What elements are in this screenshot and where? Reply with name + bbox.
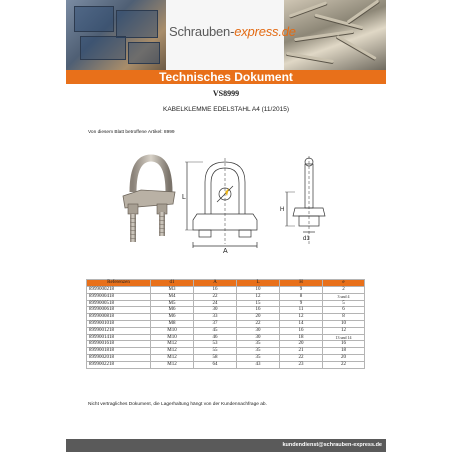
table-cell: 37 (194, 320, 237, 327)
table-cell: 11 (280, 307, 323, 314)
table-row (87, 287, 365, 294)
brand-accent: express.de (234, 24, 296, 39)
table-row (87, 334, 365, 341)
table-row (87, 300, 365, 307)
table-cell: 24 (194, 300, 237, 307)
table-cell: 30 (237, 327, 280, 334)
table-cell: 9 (280, 287, 323, 294)
header-cell: e (323, 280, 365, 287)
table-cell: M5 (151, 300, 194, 307)
table-cell: 12 (237, 293, 280, 300)
table-row (87, 341, 365, 348)
table-cell: M8 (151, 320, 194, 327)
table-row (87, 307, 365, 314)
header-cell: Referenzen (87, 280, 151, 287)
table-cell: M10 (151, 327, 194, 334)
table-cell: 8999001418 (87, 334, 151, 341)
table-row (87, 361, 365, 368)
label-d1: d1 (303, 236, 310, 242)
table-cell: 8999000218 (87, 287, 151, 294)
table-cell: 45 (194, 327, 237, 334)
table-cell: 10 (323, 320, 365, 327)
table-cell: 8999000618 (87, 307, 151, 314)
table-cell: 6 (323, 307, 365, 314)
table-cell: M12 (151, 354, 194, 361)
table-cell: 8999002018 (87, 354, 151, 361)
table-cell: 23 (280, 361, 323, 368)
brand-logo[interactable] (169, 24, 296, 39)
table-cell: 16 (237, 307, 280, 314)
product-photo (117, 152, 179, 248)
document-subtitle: KABELKLEMME EDELSTAHL A4 (11/2015) (163, 106, 289, 113)
tools-photo (66, 0, 166, 70)
table-cell: 21 (280, 348, 323, 355)
label-l: L (182, 194, 186, 201)
table-cell: 15 (237, 300, 280, 307)
table-cell: 9 (280, 300, 323, 307)
header-cell: L (237, 280, 280, 287)
table-cell: 8999000818 (87, 314, 151, 321)
table-row (87, 327, 365, 334)
affected-articles: Von diesem Blatt betroffene Artikel: 8999 (88, 130, 175, 135)
table-cell: 33 (194, 314, 237, 321)
table-cell: 8 (323, 314, 365, 321)
table-cell: 14 (280, 320, 323, 327)
table-cell: 16 (194, 287, 237, 294)
support-email-link[interactable]: kundendienst@schrauben-express.de (282, 442, 382, 448)
table-cell: M6 (151, 307, 194, 314)
table-cell: M12 (151, 348, 194, 355)
header-cell: d1 (151, 280, 194, 287)
disclaimer-note: Nicht vertragliches Dokument, die Lagerhaltung hängt von der Kundennachfrage ab. (88, 402, 267, 407)
table-cell: 8999000418 (87, 293, 151, 300)
table-cell: 10 (237, 287, 280, 294)
specs-table (86, 279, 365, 369)
table-cell: 43 (237, 361, 280, 368)
header-cell: H (280, 280, 323, 287)
table-cell: 13 und 14 (323, 334, 365, 341)
table-row (87, 354, 365, 361)
title-banner (66, 70, 386, 84)
table-row (87, 348, 365, 355)
table-cell: 8999002218 (87, 361, 151, 368)
table-cell: 8999001818 (87, 348, 151, 355)
table-cell: 8999001218 (87, 327, 151, 334)
table-cell: 8 (280, 293, 323, 300)
table-cell: M6 (151, 314, 194, 321)
table-cell: 12 (323, 327, 365, 334)
table-cell: 2 (323, 287, 365, 294)
table-cell: 8999001618 (87, 341, 151, 348)
table-cell: M12 (151, 361, 194, 368)
banner-title: Technisches Dokument (159, 70, 293, 84)
table-cell: 35 (237, 348, 280, 355)
table-cell: 18 (280, 334, 323, 341)
table-cell: 30 (237, 334, 280, 341)
table-header-row (87, 280, 365, 287)
table-cell: 8999001018 (87, 320, 151, 327)
table-cell: 22 (323, 361, 365, 368)
table-body (87, 287, 365, 369)
footer-bar (66, 439, 386, 452)
table-cell: 22 (237, 320, 280, 327)
table-cell: 30 (194, 307, 237, 314)
table-cell: 12 (280, 314, 323, 321)
table-cell: 5 (323, 300, 365, 307)
table-row (87, 314, 365, 321)
table-cell: 64 (194, 361, 237, 368)
table-cell: 18 (323, 348, 365, 355)
table-cell: 22 (194, 293, 237, 300)
table-cell: 58 (194, 354, 237, 361)
table-row (87, 320, 365, 327)
table-cell: 20 (323, 354, 365, 361)
screws-photo (284, 0, 386, 70)
table-cell: 53 (194, 341, 237, 348)
table-cell: 16 (280, 327, 323, 334)
brand-main: Schrauben- (169, 24, 235, 39)
table-row (87, 293, 365, 300)
header-banner-image (66, 0, 386, 70)
table-cell: 55 (194, 348, 237, 355)
table-cell: 20 (280, 341, 323, 348)
table-cell: 8999000518 (87, 300, 151, 307)
table-cell: 20 (237, 314, 280, 321)
table-cell: M3 (151, 287, 194, 294)
document-code: VS8999 (212, 89, 240, 98)
label-a: A (223, 248, 228, 255)
table-cell: 3 und 4 (323, 293, 365, 300)
table-cell: 22 (280, 354, 323, 361)
table-cell: M12 (151, 341, 194, 348)
table-cell: M10 (151, 334, 194, 341)
technical-drawing (183, 152, 333, 254)
table-cell: 46 (194, 334, 237, 341)
table-cell: 35 (237, 341, 280, 348)
header-cell: A (194, 280, 237, 287)
table-cell: M4 (151, 293, 194, 300)
label-h: H (280, 207, 285, 213)
table-cell: 35 (237, 354, 280, 361)
table-cell: 16 (323, 341, 365, 348)
